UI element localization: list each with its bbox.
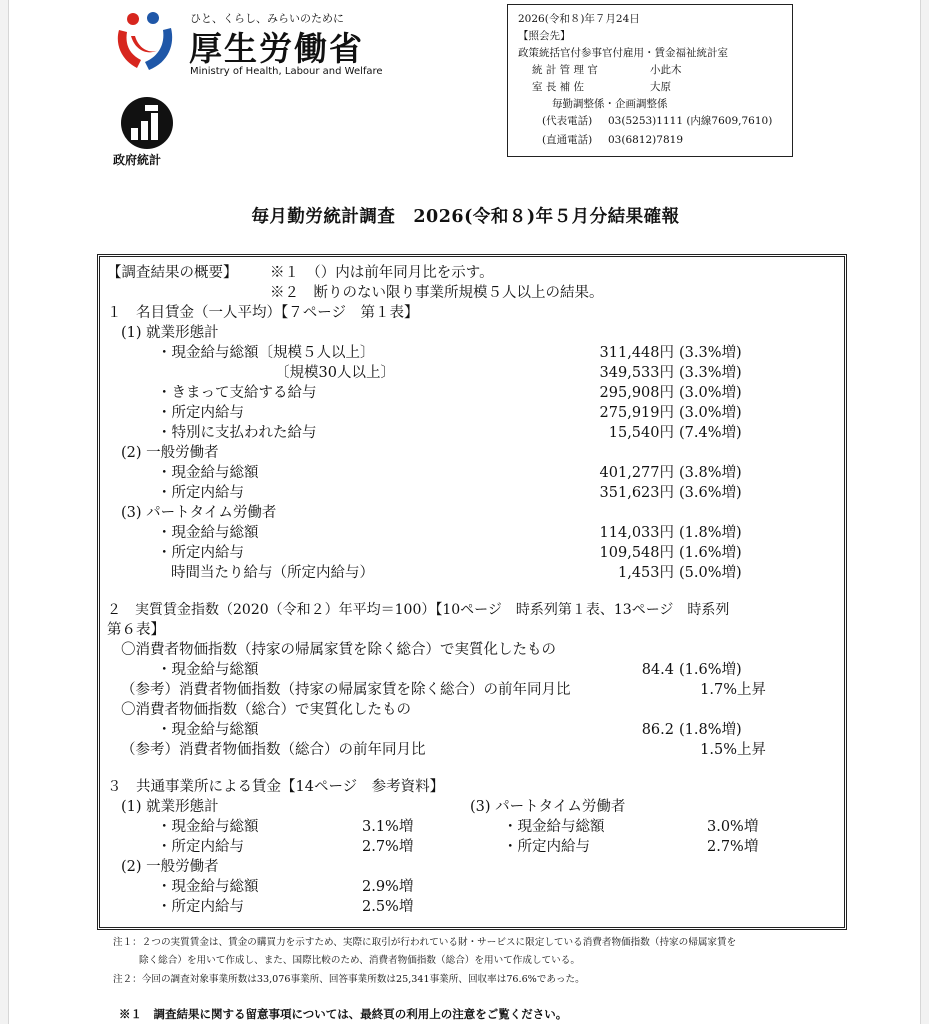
s1-g2-row2-value: 351,623円 bbox=[599, 485, 674, 501]
s2-b2-row-label: ・現金給与総額 bbox=[157, 722, 259, 738]
s1-g3-row2-change: (1.6%増) bbox=[679, 545, 742, 561]
document-title: 毎月勤労統計調査 2026(令和８)年５月分結果確報 bbox=[251, 207, 680, 227]
footer-notice: ※１ 調査結果に関する留意事項については、最終頁の利用上の注意をご覧ください。 bbox=[119, 1007, 568, 1021]
summary-note1: ※１ （）内は前年同月比を示す。 bbox=[270, 265, 494, 281]
s1-g1-row4-change: (3.0%増) bbox=[679, 405, 742, 421]
contact-person1-title: 統 計 管 理 官 bbox=[532, 64, 598, 76]
s1-g1-row3-label: ・きまって支給する給与 bbox=[157, 385, 317, 401]
section2-heading-line1: ２ 実質賃金指数（2020（令和２）年平均＝100）【10ページ 時系列第１表、13ページ 時系列 bbox=[107, 602, 730, 618]
s3-group3-label: (3) パートタイム労働者 bbox=[470, 799, 626, 815]
s3-g2-row2-value: 2.5%増 bbox=[362, 899, 414, 915]
s1-group1-label: (1) 就業形態計 bbox=[121, 325, 219, 341]
section1-heading: １ 名目賃金（一人平均）【７ページ 第１表】 bbox=[107, 305, 419, 321]
note1-line2: 除く総合）を用いて作成し、また、国際比較のため、消費者物価指数（総合）を用いて作成している。 bbox=[139, 955, 580, 966]
s1-g3-row2-label: ・所定内給与 bbox=[157, 545, 244, 561]
section2-heading-line2: 第６表】 bbox=[107, 622, 165, 638]
s2-b1-row-change: (1.6%増) bbox=[679, 662, 742, 678]
s1-g1-row1-label: ・現金給与総額〔規模５人以上〕 bbox=[157, 345, 375, 361]
s1-g3-row1-value: 114,033円 bbox=[599, 525, 674, 541]
logo-tagline: ひと、くらし、みらいのために bbox=[190, 12, 344, 25]
s2-b2-row-value: 86.2 bbox=[641, 722, 674, 738]
s2-b1-row-label: ・現金給与総額 bbox=[157, 662, 259, 678]
section3-heading: ３ 共通事業所による賃金【14ページ 参考資料】 bbox=[107, 779, 445, 795]
contact-person2-title: 室 長 補 佐 bbox=[532, 81, 585, 93]
s2-b1-ref-value: 1.7%上昇 bbox=[700, 682, 766, 698]
s1-g3-row3-change: (5.0%増) bbox=[679, 565, 742, 581]
contact-person1-name: 小此木 bbox=[650, 64, 682, 76]
s3-g2-row2-label: ・所定内給与 bbox=[157, 899, 244, 915]
s3-group1-label: (1) 就業形態計 bbox=[121, 799, 219, 815]
note1-line1: 注１：２つの実質賃金は、賃金の購買力を示すため、実際に取引が行われている財・サービスに限定している消費者物価指数（持家の帰属家賃を bbox=[113, 937, 737, 948]
s2-b2-ref-label: （参考）消費者物価指数（総合）の前年同月比 bbox=[121, 742, 426, 758]
s2-b1-row-value: 84.4 bbox=[641, 662, 674, 678]
s1-g3-row3-label: 時間当たり給与（所定内給与） bbox=[171, 565, 374, 581]
contact-office: 政策統括官付参事官付雇用・賃金福祉統計室 bbox=[518, 47, 728, 59]
summary-header: 【調査結果の概要】 bbox=[107, 265, 238, 281]
contact-person2-name: 大原 bbox=[650, 81, 671, 93]
phone2-label: (直通電話) bbox=[542, 134, 593, 146]
contact-box bbox=[507, 4, 793, 157]
government-statistics-icon bbox=[115, 96, 179, 150]
s2-b2-row-change: (1.8%増) bbox=[679, 722, 742, 738]
s1-g1-row5-value: 15,540円 bbox=[608, 425, 674, 441]
contact-section: 毎勤調整係・企画調整係 bbox=[552, 98, 668, 110]
s1-g1-row3-change: (3.0%増) bbox=[679, 385, 742, 401]
s1-g1-row1-value: 311,448円 bbox=[599, 345, 674, 361]
s1-g3-row2-value: 109,548円 bbox=[599, 545, 674, 561]
s1-g2-row1-change: (3.8%増) bbox=[679, 465, 742, 481]
s1-g3-row3-value: 1,453円 bbox=[617, 565, 674, 581]
s1-g2-row1-value: 401,277円 bbox=[599, 465, 674, 481]
s1-g2-row2-change: (3.6%増) bbox=[679, 485, 742, 501]
s3-g3-row2-label: ・所定内給与 bbox=[503, 839, 590, 855]
s1-g1-row2-label: 〔規模30人以上〕 bbox=[275, 365, 395, 381]
s3-g1-row2-label: ・所定内給与 bbox=[157, 839, 244, 855]
s3-g3-row2-value: 2.7%増 bbox=[707, 839, 759, 855]
s3-group2-label: (2) 一般労働者 bbox=[121, 859, 219, 875]
phone1-label: (代表電話) bbox=[542, 115, 593, 127]
s3-g1-row1-value: 3.1%増 bbox=[362, 819, 414, 835]
s1-group3-label: (3) パートタイム労働者 bbox=[121, 505, 277, 521]
note2: 注２：今回の調査対象事業所数は33,076事業所、回答事業所数は25,341事業所、回収率は76.6%であった。 bbox=[113, 974, 585, 985]
summary-note2: ※２ 断りのない限り事業所規模５人以上の結果。 bbox=[270, 285, 604, 301]
s1-g1-row5-label: ・特別に支払われた給与 bbox=[157, 425, 317, 441]
summary-box bbox=[97, 254, 847, 930]
s2-block2-label: 〇消費者物価指数（総合）で実質化したもの bbox=[121, 702, 411, 718]
s1-g1-row2-change: (3.3%増) bbox=[679, 365, 742, 381]
s1-g1-row4-value: 275,919円 bbox=[599, 405, 674, 421]
stat-badge-label: 政府統計 bbox=[113, 153, 162, 167]
s1-g2-row2-label: ・所定内給与 bbox=[157, 485, 244, 501]
logo-english-name: Ministry of Health, Labour and Welfare bbox=[190, 66, 383, 77]
s3-g3-row1-value: 3.0%増 bbox=[707, 819, 759, 835]
s3-g1-row2-value: 2.7%増 bbox=[362, 839, 414, 855]
document-page bbox=[8, 0, 921, 1024]
s2-b1-ref-label: （参考）消費者物価指数（持家の帰属家賃を除く総合）の前年同月比 bbox=[121, 682, 571, 698]
mhlw-logo-icon bbox=[113, 10, 177, 74]
contact-heading: 【照会先】 bbox=[518, 30, 571, 42]
s3-g1-row1-label: ・現金給与総額 bbox=[157, 819, 259, 835]
s1-g1-row5-change: (7.4%増) bbox=[679, 425, 742, 441]
s2-block1-label: 〇消費者物価指数（持家の帰属家賃を除く総合）で実質化したもの bbox=[121, 642, 556, 658]
s3-g3-row1-label: ・現金給与総額 bbox=[503, 819, 605, 835]
s1-g3-row1-change: (1.8%増) bbox=[679, 525, 742, 541]
s1-g3-row1-label: ・現金給与総額 bbox=[157, 525, 259, 541]
phone1-number: 03(5253)1111 (内線7609,7610) bbox=[608, 115, 773, 127]
s2-b2-ref-value: 1.5%上昇 bbox=[700, 742, 766, 758]
phone2-number: 03(6812)7819 bbox=[608, 134, 683, 146]
s3-g2-row1-label: ・現金給与総額 bbox=[157, 879, 259, 895]
s1-g1-row3-value: 295,908円 bbox=[599, 385, 674, 401]
s1-g1-row4-label: ・所定内給与 bbox=[157, 405, 244, 421]
s1-g2-row1-label: ・現金給与総額 bbox=[157, 465, 259, 481]
logo-name: 厚生労働省 bbox=[189, 29, 364, 68]
s1-group2-label: (2) 一般労働者 bbox=[121, 445, 219, 461]
s1-g1-row2-value: 349,533円 bbox=[599, 365, 674, 381]
s3-g2-row1-value: 2.9%増 bbox=[362, 879, 414, 895]
s1-g1-row1-change: (3.3%増) bbox=[679, 345, 742, 361]
release-date: 2026(令和８)年７月24日 bbox=[518, 13, 640, 25]
